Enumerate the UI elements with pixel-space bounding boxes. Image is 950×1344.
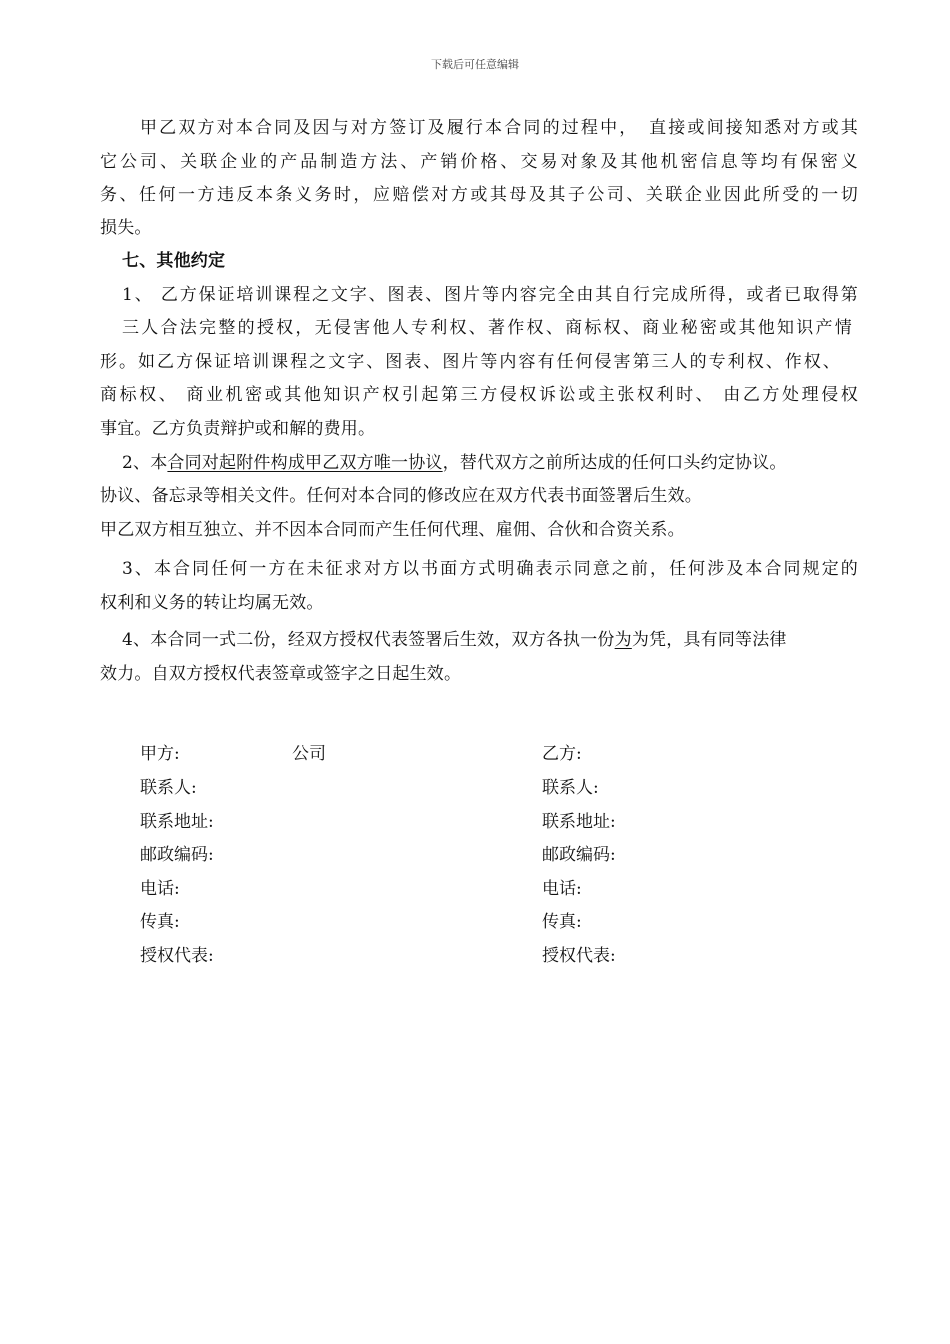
clause4-line-1 [122, 628, 787, 652]
confidentiality-line-4: 损失。 [100, 218, 152, 238]
clause1-line-1: 1、 乙方保证培训课程之文字、图表、图片等内容完全由其自行完成所得，或者已取得第 [122, 285, 858, 305]
party-b-contact: 联系人: [542, 778, 599, 798]
clause2-line-3: 甲乙双方相互独立、并不因本合同而产生任何代理、雇佣、合伙和合资关系。 [100, 520, 685, 540]
confidentiality-line-1: 甲乙双方对本合同及因与对方签订及履行本合同的过程中， 直接或间接知悉对方或其 [140, 118, 858, 138]
party-a-address: 联系地址: [140, 812, 214, 832]
clause4-prefix: 4、本合同一式二份，经双方授权代表签署后生效，双方各执一份 [122, 630, 615, 650]
party-b-representative: 授权代表: [542, 946, 616, 966]
section-heading: 七、其他约定 [122, 251, 226, 271]
party-a-company: 公司 [292, 744, 326, 764]
party-a-contact: 联系人: [140, 778, 197, 798]
header-note: 下载后可任意编辑 [431, 58, 519, 71]
clause2-prefix: 2、本 [122, 453, 168, 473]
party-b-postcode: 邮政编码: [542, 845, 616, 865]
clause1-line-5: 事宜。乙方负责辩护或和解的费用。 [100, 419, 376, 439]
clause3-line-1: 3、本合同任何一方在未征求对方以书面方式明确表示同意之前，任何涉及本合同规定的 [122, 559, 858, 579]
clause2-line-2: 协议、备忘录等相关文件。任何对本合同的修改应在双方代表书面签署后生效。 [100, 486, 702, 506]
party-b-label: 乙方: [542, 744, 582, 764]
clause1-line-4: 商标权、 商业机密或其他知识产权引起第三方侵权诉讼或主张权利时、 由乙方处理侵权 [100, 385, 858, 405]
clause4-line-2: 效力。自双方授权代表签章或签字之日起生效。 [100, 664, 462, 684]
party-b-phone: 电话: [542, 879, 582, 899]
clause3-line-2: 权利和义务的转让均属无效。 [100, 593, 324, 613]
clause2-underlined: 合同对起附件构成甲乙双方唯一协议 [167, 453, 443, 473]
clause4-underlined: 为 [614, 630, 632, 650]
clause1-line-3: 形。如乙方保证培训课程之文字、图表、图片等内容有任何侵害第三人的专利权、作权、 [100, 352, 840, 372]
party-b-fax: 传真: [542, 912, 582, 932]
clause1-line-2: 三人合法完整的授权，无侵害他人专利权、著作权、商标权、商业秘密或其他知识产情 [122, 318, 852, 338]
party-a-phone: 电话: [140, 879, 180, 899]
clause2-suffix: ，替代双方之前所达成的任何口头约定协议。 [442, 453, 787, 473]
confidentiality-line-2: 它公司、关联企业的产品制造方法、产销价格、交易对象及其他机密信息等均有保密义 [100, 152, 858, 172]
party-a-label: 甲方: [140, 744, 180, 764]
party-a-fax: 传真: [140, 912, 180, 932]
party-a-representative: 授权代表: [140, 946, 214, 966]
clause2-line-1 [122, 451, 787, 475]
clause4-suffix: 为凭，具有同等法律 [631, 630, 787, 650]
party-a-postcode: 邮政编码: [140, 845, 214, 865]
confidentiality-line-3: 务、任何一方违反本条义务时，应赔偿对方或其母及其子公司、关联企业因此所受的一切 [100, 185, 858, 205]
party-b-address: 联系地址: [542, 812, 616, 832]
